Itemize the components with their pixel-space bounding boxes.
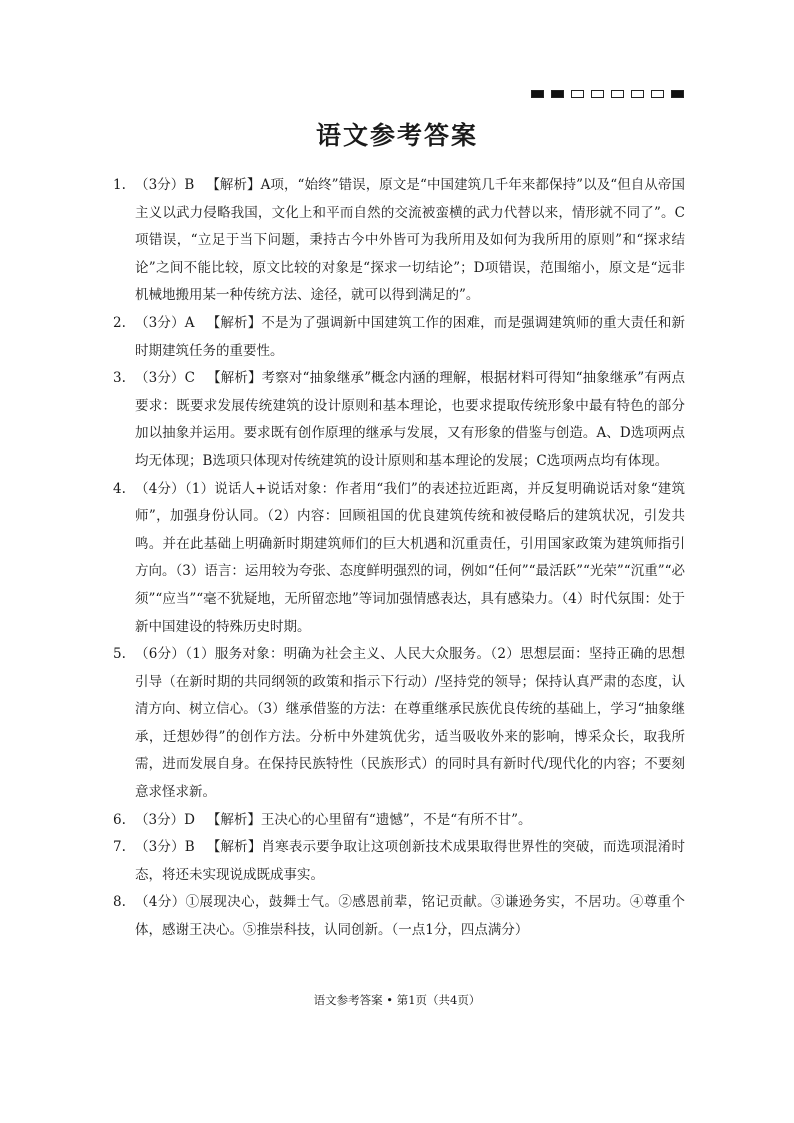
answer-body [135, 834, 685, 889]
answer-item [113, 834, 685, 889]
answer-points: （3分）C [135, 370, 195, 387]
marker-box [591, 90, 604, 98]
answer-text: ①展现决心，鼓舞士气。②感恩前辈，铭记贡献。③谦逊务实，不居功。④尊重个体，感谢王决心。⑤推崇科技，认同创新。（一点1分，四点满分） [135, 894, 686, 939]
page-title: 语文参考答案 [315, 121, 478, 150]
answer-points: （3分）B [135, 177, 195, 193]
answer-number: 3. [113, 370, 126, 387]
page-footer: 语文参考答案 • 第1页（共4页） [313, 993, 481, 1007]
answer-number: 8. [113, 894, 126, 911]
answer-list [113, 172, 685, 945]
page-marker-bar [531, 90, 684, 98]
answer-item [113, 807, 685, 835]
answer-body [135, 807, 685, 835]
answer-number: 6. [113, 811, 126, 828]
marker-box [671, 90, 684, 98]
answer-points: （6分） [135, 646, 186, 663]
answer-body [135, 310, 685, 365]
answer-number: 2. [113, 314, 126, 331]
answer-points: （3分）A [135, 314, 195, 331]
marker-box [571, 90, 584, 98]
answer-text: 【解析】不是为了强调新中国建筑工作的困难，而是强调建筑师的重大责任和新时期建筑任务的重要性。 [135, 314, 686, 359]
answer-item [113, 476, 685, 642]
marker-box [531, 90, 544, 98]
answer-body [135, 476, 685, 642]
answer-points: （3分）D [135, 811, 195, 828]
answer-item [113, 172, 685, 310]
answer-number: 5. [113, 646, 126, 663]
answer-item [113, 310, 685, 365]
marker-box [551, 90, 564, 98]
answer-text: 【解析】考察对“抽象继承”概念内涵的理解，根据材料可得知“抽象继承”有两点要求：既要求发展传统建筑的设计原则和基本理论，也要求提取传统形象中最有特色的部分加以抽象并运用。要求既有创作原理的继承与发展，又有形象的借鉴与创造。A、D选项两点均无体现；B选项只体现对传统建筑的设计原则和基本理论的发展；C选项两点均有体现。 [135, 370, 685, 469]
marker-box [651, 90, 664, 98]
answer-text: 【解析】王决心的心里留有“遗憾”，不是“有所不甘”。 [206, 811, 532, 828]
answer-body [135, 172, 685, 310]
answer-points: （4分） [135, 480, 185, 497]
answer-number: 1. [113, 177, 126, 193]
answer-number: 7. [113, 839, 126, 856]
answer-text: 【解析】A项，“始终”错误，原文是“中国建筑几千年来都保持”以及“但自从帝国主义以武力侵略我国，文化上和平而自然的交流被蛮横的武力代替以来，情形就不同了”。C项错误，“立足于当下问题，秉持古今中外皆可为我所用及如何为我所用的原则”和“探求结论”之间不能比较，原文比较的对象是“探求一切结论”；D项错误，范围缩小，原文是“远非机械地搬用某一种传统方法、途径，就可以得到满足的”。 [135, 177, 685, 304]
answer-item [113, 889, 685, 944]
answer-item [113, 641, 685, 807]
answer-body [135, 889, 685, 944]
marker-box [631, 90, 644, 98]
answer-text: （1）服务对象：明确为社会主义、人民大众服务。（2）思想层面：坚持正确的思想引导（在新时期的共同纲领的政策和指示下行动）/坚持党的领导；保持认真严肃的态度，认清方向、树立信心。（3）继承借鉴的方法：在尊重继承民族优良传统的基础上，学习“抽象继承，迁想妙得”的创作方法。分析中外建筑优劣，适当吸收外来的影响，博采众长，取我所需，进而发展自身。在保持民族特性（民族形式）的同时具有新时代/现代化的内容；不要刻意求怪求新。 [135, 646, 685, 801]
answer-body [135, 641, 685, 807]
answer-points: （4分） [135, 894, 186, 911]
answer-number: 4. [113, 480, 126, 497]
answer-text: 【解析】肖寒表示要争取让这项创新技术成果取得世界性的突破，而选项混淆时态，将还未实现说成既成事实。 [135, 839, 686, 883]
answer-item [113, 365, 685, 475]
answer-points: （3分）B [135, 839, 195, 856]
answer-text: （1）说话人+说话对象：作者用“我们”的表述拉近距离，并反复明确说话对象“建筑师”，加强身份认同。（2）内容：回顾祖国的优良建筑传统和被侵略后的建筑状况，引发共鸣。并在此基础上明确新时期建筑师们的巨大机遇和沉重责任，引用国家政策为建筑师指引方向。（3）语言：运用较为夸张、态度鲜明强烈的词，例如“任何”“最活跃”“光荣”“沉重”“必须”“应当”“毫不犹疑地，无所留恋地”等词加强情感表达，具有感染力。（4）时代氛围：处于新中国建设的特殊历史时期。 [135, 480, 685, 635]
answer-body [135, 365, 685, 475]
marker-box [611, 90, 624, 98]
